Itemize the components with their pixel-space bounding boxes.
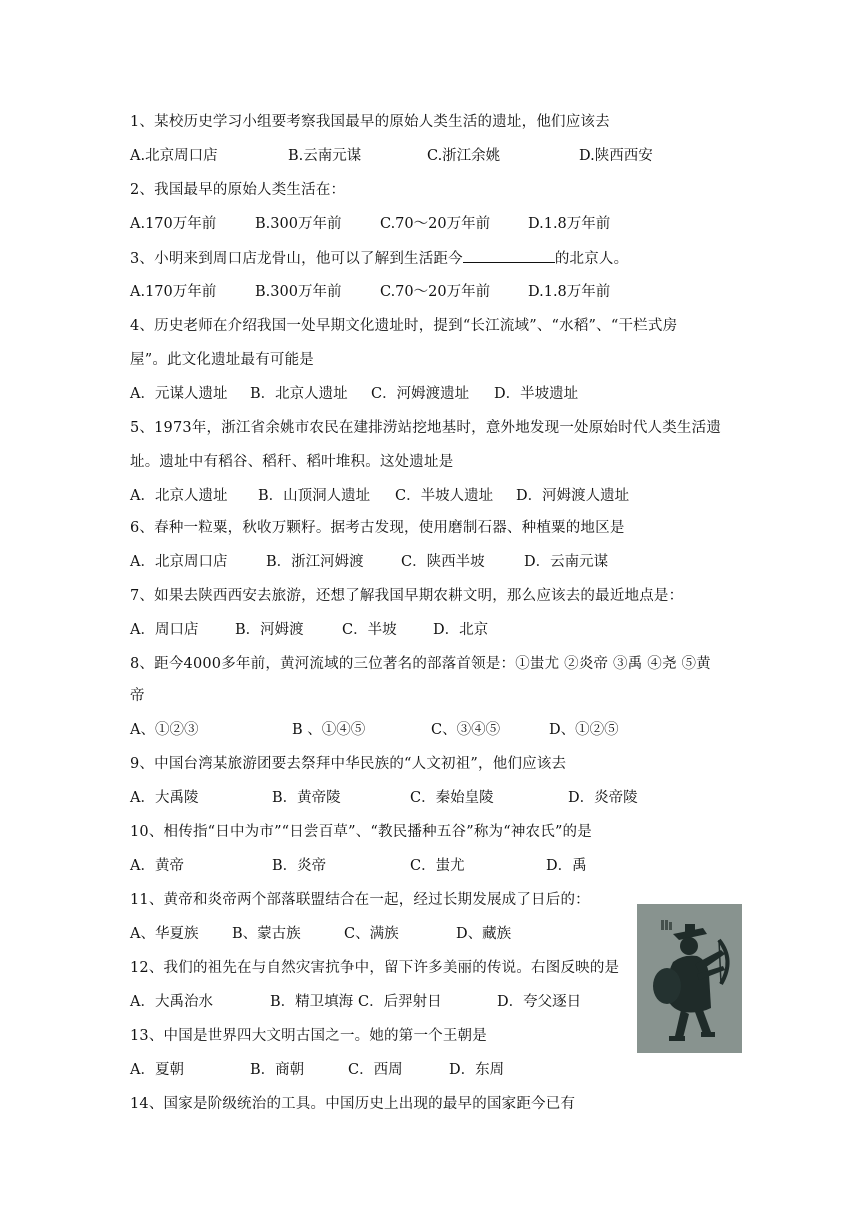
question-11-option-c: C、满族 bbox=[344, 926, 399, 942]
question-7-stem: 7、如果去陕西西安去旅游，还想了解我国早期农耕文明，那么应该去的最近地点是： bbox=[130, 588, 684, 604]
question-12-option-c: C．后羿射日 bbox=[358, 994, 442, 1010]
question-8-option-a: A、①②③ bbox=[130, 722, 199, 738]
question-4-option-d: D．半坡遗址 bbox=[494, 386, 579, 402]
question-1-option-a: A.北京周口店 bbox=[130, 148, 218, 164]
question-13-stem: 13、中国是世界四大文明古国之一。她的第一个王朝是 bbox=[130, 1028, 487, 1044]
question-3-option-c: C.70～20万年前 bbox=[380, 284, 491, 300]
question-5-option-c: C．半坡人遗址 bbox=[395, 488, 494, 504]
question-3-stem-before: 3、小明来到周口店龙骨山，他可以了解到生活距今 bbox=[130, 251, 463, 267]
question-3-stem-after: 的北京人。 bbox=[554, 251, 629, 267]
question-2-option-c: C.70～20万年前 bbox=[380, 216, 491, 232]
question-14-stem: 14、国家是阶级统治的工具。中国历史上出现的最早的国家距今已有 bbox=[130, 1096, 576, 1112]
question-1-option-c: C.浙江余姚 bbox=[427, 148, 501, 164]
question-10-option-b: B．炎帝 bbox=[272, 858, 327, 874]
question-5-option-b: B．山顶洞人遗址 bbox=[258, 488, 371, 504]
question-11-option-b: B、蒙古族 bbox=[232, 926, 301, 942]
question-1-option-b: B.云南元谋 bbox=[288, 148, 362, 164]
question-12-option-a: A．大禹治水 bbox=[130, 994, 213, 1010]
question-5-stem-line2: 址。遗址中有稻谷、稻秆、稻叶堆积。这处遗址是 bbox=[130, 454, 454, 470]
question-9-option-c: C．秦始皇陵 bbox=[410, 790, 494, 806]
question-10-stem: 10、相传指“日中为市”“日尝百草”、“教民播种五谷”称为“神农氏”的是 bbox=[130, 824, 592, 840]
question-11-option-a: A、华夏族 bbox=[130, 926, 199, 942]
question-7-option-a: A．周口店 bbox=[130, 622, 199, 638]
question-1-option-d: D.陕西西安 bbox=[579, 148, 653, 164]
question-5-option-a: A．北京人遗址 bbox=[130, 488, 228, 504]
question-6-option-d: D．云南元谋 bbox=[524, 554, 609, 570]
question-12-option-b: B．精卫填海 bbox=[270, 994, 354, 1010]
question-6-option-a: A．北京周口店 bbox=[130, 554, 228, 570]
question-8-option-c: C、③④⑤ bbox=[431, 722, 501, 738]
question-13-option-a: A．夏朝 bbox=[130, 1062, 184, 1078]
question-6-option-c: C．陕西半坡 bbox=[401, 554, 485, 570]
answer-blank bbox=[463, 248, 555, 263]
question-8-option-b: B 、①④⑤ bbox=[292, 722, 366, 738]
question-10-option-c: C．蚩尤 bbox=[410, 858, 465, 874]
question-7-option-b: B．河姆渡 bbox=[235, 622, 304, 638]
question-1-stem: 1、某校历史学习小组要考察我国最早的原始人类生活的遗址，他们应该去 bbox=[130, 114, 610, 130]
question-3-option-b: B.300万年前 bbox=[255, 284, 342, 300]
question-4-stem-line1: 4、历史老师在介绍我国一处早期文化遗址时，提到“长江流域”、“水稻”、“干栏式房 bbox=[130, 318, 678, 334]
question-11-option-d: D、藏族 bbox=[456, 926, 512, 942]
question-8-option-d: D、①②⑤ bbox=[549, 722, 619, 738]
question-10-option-d: D．禹 bbox=[546, 858, 587, 874]
question-5-option-d: D．河姆渡人遗址 bbox=[516, 488, 630, 504]
question-11-stem: 11、黄帝和炎帝两个部落联盟结合在一起，经过长期发展成了日后的： bbox=[130, 892, 590, 908]
question-12-stem: 12、我们的祖先在与自然灾害抗争中，留下许多美丽的传说。右图反映的是 bbox=[130, 960, 620, 976]
question-4-option-a: A．元谋人遗址 bbox=[130, 386, 228, 402]
question-12-option-d: D．夸父逐日 bbox=[497, 994, 582, 1010]
question-2-option-b: B.300万年前 bbox=[255, 216, 342, 232]
question-2-option-a: A.170万年前 bbox=[130, 216, 217, 232]
archer-figure-icon bbox=[637, 904, 742, 1053]
question-10-option-a: A．黄帝 bbox=[130, 858, 184, 874]
question-13-option-b: B．商朝 bbox=[250, 1062, 305, 1078]
question-4-stem-line2: 屋”。此文化遗址最有可能是 bbox=[130, 352, 315, 368]
question-9-option-a: A．大禹陵 bbox=[130, 790, 199, 806]
question-7-option-c: C．半坡 bbox=[342, 622, 397, 638]
question-6-option-b: B．浙江河姆渡 bbox=[266, 554, 364, 570]
question-3-option-d: D.1.8万年前 bbox=[528, 284, 611, 300]
question-6-stem: 6、春种一粒粟，秋收万颗籽。据考古发现，使用磨制石器、种植粟的地区是 bbox=[130, 520, 625, 536]
question-4-option-c: C．河姆渡遗址 bbox=[371, 386, 470, 402]
question-13-option-c: C．西周 bbox=[348, 1062, 403, 1078]
question-9-option-b: B．黄帝陵 bbox=[272, 790, 341, 806]
question-7-option-d: D．北京 bbox=[433, 622, 489, 638]
question-8-stem-line2: 帝 bbox=[130, 688, 145, 704]
question-4-option-b: B．北京人遗址 bbox=[250, 386, 348, 402]
question-3-stem bbox=[130, 248, 628, 269]
question-13-option-d: D．东周 bbox=[449, 1062, 505, 1078]
question-2-option-d: D.1.8万年前 bbox=[528, 216, 611, 232]
question-9-option-d: D．炎帝陵 bbox=[568, 790, 638, 806]
question-9-stem: 9、中国台湾某旅游团要去祭拜中华民族的“人文初祖”，他们应该去 bbox=[130, 756, 567, 772]
question-2-stem: 2、我国最早的原始人类生活在： bbox=[130, 182, 346, 198]
question-3-option-a: A.170万年前 bbox=[130, 284, 217, 300]
question-8-stem-line1: 8、距今4000多年前，黄河流域的三位著名的部落首领是：①蚩尤 ②炎帝 ③禹 ④尧 ⑤黄 bbox=[130, 656, 711, 672]
question-5-stem-line1: 5、1973年，浙江省余姚市农民在建排涝站挖地基时，意外地发现一处原始时代人类生活遗 bbox=[130, 420, 722, 436]
